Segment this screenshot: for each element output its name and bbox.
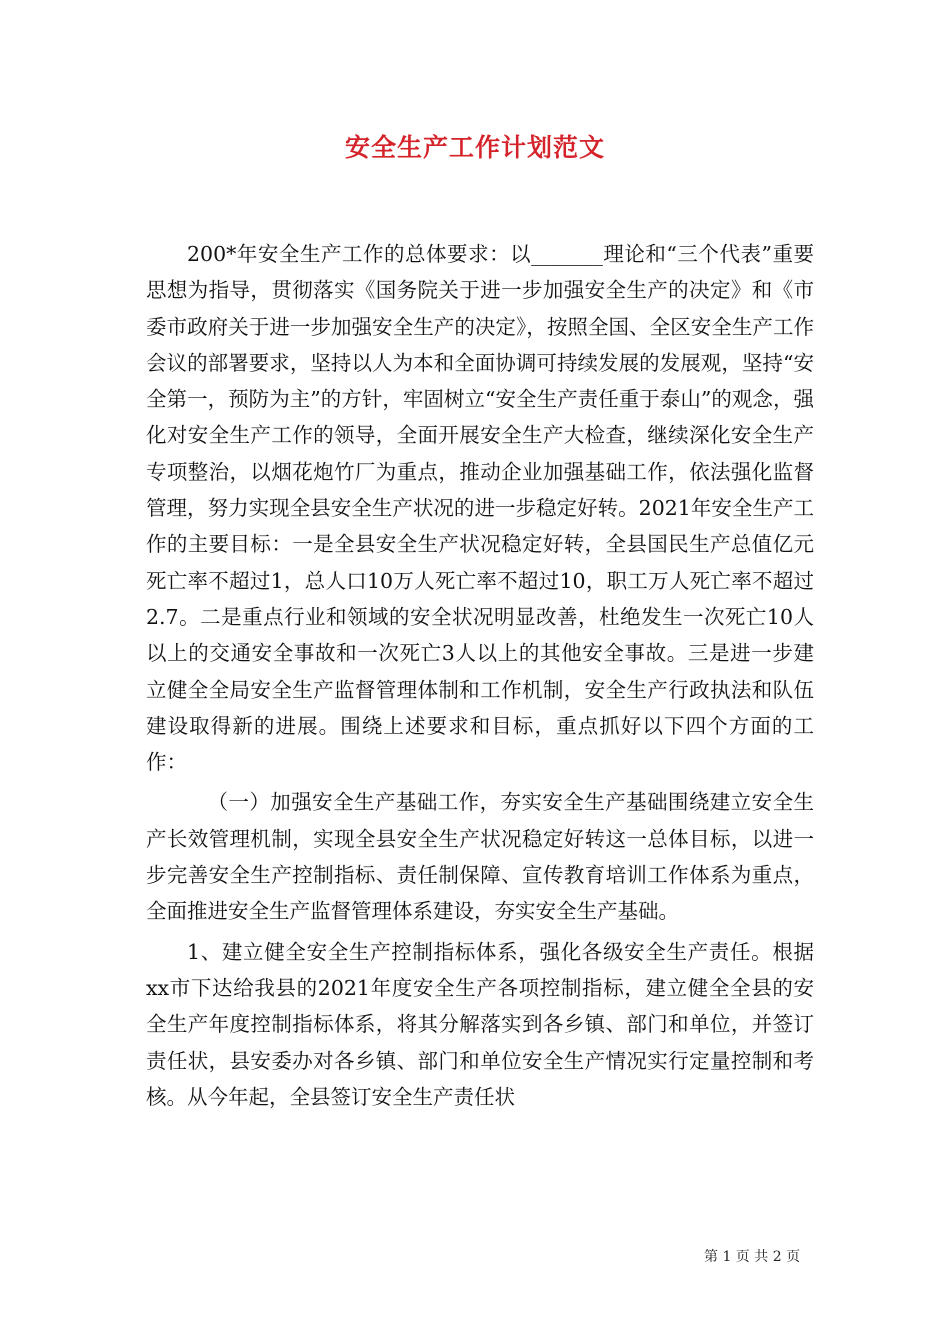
paragraph-intro: 200*年安全生产工作的总体要求：以_______理论和“三个代表”重要思想为指导，贯彻落实《国务院关于进一步加强安全生产的决定》和《市委市政府关于进一步加强安全生产的决定》，按照全国、全区安全生产工作会议的部署要求，坚持以人为本和全面协调可持续发展的发展观，坚持“安全第一，预防为主”的方针，牢固树立“安全生产责任重于泰山”的观念，强化对安全生产工作的领导，全面开展安全生产大检查，继续深化安全生产专项整治，以烟花炮竹厂为重点，推动企业加强基础工作，依法强化监督管理，努力实现全县安全生产状况的进一步稳定好转。2021年安全生产工作的主要目标：一是全县安全生产状况稳定好转，全县国民生产总值亿元死亡率不超过1，总人口10万人死亡率不超过10，职工万人死亡率不超过2.7。二是重点行业和领域的安全状况明显改善，杜绝发生一次死亡10人以上的交通安全事故和一次死亡3人以上的其他安全事故。三是进一步建立健全全局安全生产监督管理体制和工作机制，安全生产行政执法和队伍建设取得新的进展。围绕上述要求和目标，重点抓好以下四个方面的工作： [146,242,814,775]
paragraph-section-one: （一）加强安全生产基础工作，夯实安全生产基础围绕建立安全生产长效管理机制，实现全县安全生产状况稳定好转这一总体目标，以进一步完善安全生产控制指标、责任制保障、宣传教育培训工作体系为重点，全面推进安全生产监督管理体系建设，夯实安全生产基础。 [146,790,814,924]
document-title: 安全生产工作计划范文 [344,133,605,162]
paragraph-item-one: 1、建立健全安全生产控制指标体系，强化各级安全生产责任。根据xx市下达给我县的2021年度安全生产各项控制指标，建立健全全县的安全生产年度控制指标体系，将其分解落实到各乡镇、部门和单位，并签订责任状，县安委办对各乡镇、部门和单位安全生产情况实行定量控制和考核。从今年起，全县签订安全生产责任状 [146,939,814,1109]
document-body [146,236,814,1119]
page-number: 第 1 页 共 2 页 [704,1249,801,1265]
